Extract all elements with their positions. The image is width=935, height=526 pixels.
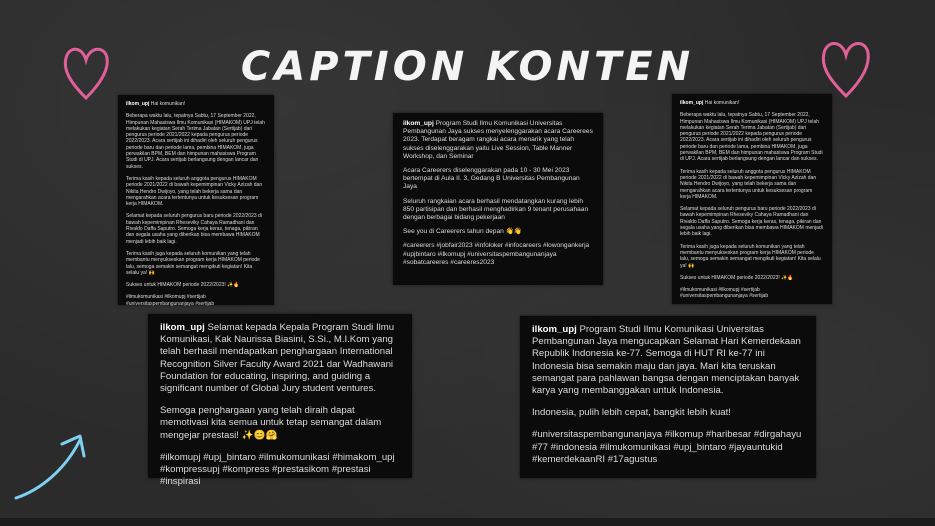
username[interactable]: ilkom_upj: [160, 322, 205, 333]
caption-text: Semoga penghargaan yang telah diraih dapat memotivasi kita semua untuk tetap semangat dalam mengejar prestasi! ✨😊🤗: [160, 405, 382, 441]
arrow-icon: [10, 420, 100, 510]
caption-text: Sukses untuk HIMAKOM periode 2022/2023! ✨🔥: [126, 282, 240, 289]
caption-text: Selamat kepada Kepala Program Studi Ilmu Komunikasi, Kak Naurissa Biasini, S.Si., M.I.Kom yang telah berhasil mendapatkan penghargaan International Recognition Silver Faculty Award 2021 dar Wadhawani Foundation for educating, inspiring, and guiding a significant number of Global Jury student ventures.: [160, 322, 395, 395]
caption-text: Selamat kepada seluruh pengurus baru periode 2022/2023 di bawah kepemimpinan Rheseviky Cahaya Ramadhani dan Rivaldo Daffa Saputro. Semoga kerja keras, tenaga, pikiran dan segala usaha yang diberikan bisa membawa HIMAKOM menjadi lebih baik lagi.: [126, 213, 262, 245]
username[interactable]: ilkom_upj: [680, 100, 704, 106]
caption-text: Beberapa waktu lalu, tepatnya Sabtu, 17 September 2022, Himpunan Mahasiswa Ilmu Komunikasi (HIMAKOM) UPJ telah melakukan kegiatan Serah Terima Jabatan (Sertijab) dari pengurus periode 2021/2022 kepada pengurus periode 2022/2023. Acara sertijab ini dihadiri oleh seluruh pengurus periode baru dan periode lama, pembina HIMAKOM, juga perwakilan BPM, BEM dan himpunan mahasiswa Program Studi di UPJ. Acara sertijab berlangsung dengan lancar dan sukses.: [680, 112, 823, 163]
caption-text: Terima kasih kepada seluruh anggota pengurus HIMAKOM periode 2021/2022 di bawah kepemimpinan Vicky Azizah dan Nikita Hendro Dwijoyo, yang telah bekerja sama dan mengarahkan acara tertentunya untuk kesuksesan program kerja HIMAKOM.: [126, 175, 263, 208]
caption-text: Indonesia, pulih lebih cepat, bangkit lebih kuat!: [532, 407, 731, 419]
caption-hashtags: #ilkomupj #upj_bintaro #ilmukomunikasi #himakom_upj #kompressupj #kompress #prestasikom #prestasi #inspirasi: [160, 451, 395, 488]
caption-text: Hai komunikan!: [150, 101, 186, 107]
caption-text: Seluruh rangkaian acara berhasil mendatangkan kurang lebih 850 partisipan dan berhasil menghadirkan 9 tenant perusahaan dengan berbagai bidang pekerjaan: [403, 197, 589, 222]
caption-text: Program Studi Ilmu Komunikasi Universitas Pembangunan Jaya mengucapkan Selamat Hari Kemerdekaan Republik Indonesia ke-77. Semoga di HUT RI ke-77 ini Indonesia bisa semakin maju dan jaya. Mari kita teruskan semangat para pahlawan bangsa dengan menciptakan banyak karya yang membanggakan untuk Indonesia.: [532, 324, 801, 397]
caption-card-top-right: [672, 94, 832, 304]
caption-hashtags: #universitaspembangunanjaya #ilkomup #haribesar #dirgahayu #77 #indonesia #ilmukomunikasi #upj_bintaro #jayauntukid #kemerdekaanRI #17agustus: [532, 429, 802, 465]
caption-hashtags: #ilmukomunikasi #ilkomupj #sertijab #universitaspembangunanjaya #sertijab: [680, 287, 769, 300]
username[interactable]: ilkom_upj: [126, 101, 150, 107]
caption-hashtags: #ilmukomunikasi #ilkomupj #sertijab #universitaspembangunanjaya #sertijab: [126, 294, 215, 307]
caption-text: Hai komunikan!: [704, 100, 740, 106]
caption-card-bottom-left: [148, 314, 412, 488]
heart-left-icon: [60, 40, 112, 102]
username[interactable]: ilkom_upj: [403, 120, 434, 127]
caption-card-bottom-right: [520, 316, 816, 478]
caption-card-top-left: [118, 95, 274, 305]
caption-text: See you di Careerers tahun depan 👋👋: [403, 228, 523, 236]
caption-text: Acara Careerers diselenggarakan pada 10 - 30 Mei 2023 bertempat di Aula II. 3, Gedang B Universitas Pembangunan Jaya: [403, 167, 580, 191]
caption-text: Program Studi Ilmu Komunikasi Universitas Pembangunan Jaya sukses menyelenggarakan acara Careerees 2023. Terdapat beragam rangkai acara menarik yang telah sukses diselenggarakan yaitu Live Session, Table Manner Workshop, dan Seminar: [403, 120, 593, 160]
heart-right-icon: [818, 34, 874, 100]
caption-hashtags: #careerers #jobfair2023 #infoloker #infocareers #lowongankerja #upjbintaro #ilkomupj #universitaspembangunanjaya #sobatcareeres #careeres2023: [403, 242, 590, 266]
caption-card-top-center: [393, 113, 603, 285]
username[interactable]: ilkom_upj: [532, 324, 577, 335]
bottom-bar: [0, 518, 935, 526]
caption-text: Selamat kepada seluruh pengurus baru periode 2022/2023 di bawah kepemimpinan Rheseviky Cahaya Ramadhani dan Rivaldo Daffa Saputro. Semoga kerja keras, tenaga, pikiran dan segala usaha yang diberikan bisa membawa HIMAKOM menjadi lebih baik lagi.: [680, 206, 823, 238]
caption-text: Terima kasih juga kepada seluruh komunikan yang telah membantu menyukseskan program kerja HIMAKOM periode lalu, semoga semakin semangat mengikuti kegiatan! Kita selalu ya! 🙌: [126, 250, 260, 276]
caption-text: Sukses untuk HIMAKOM periode 2022/2023! ✨🔥: [680, 274, 794, 281]
caption-text: Terima kasih juga kepada seluruh komunikan yang telah membantu menyukseskan program kerja HIMAKOM periode lalu, semoga semakin semangat mengikuti kegiatan! Kita selalu ya! 🙌: [680, 243, 821, 269]
caption-text: Beberapa waktu lalu, tepatnya Sabtu, 17 September 2022, Himpunan Mahasiswa Ilmu Komunikasi (HIMAKOM) UPJ telah melakukan kegiatan Serah Terima Jabatan (Sertijab) dari pengurus periode 2021/2022 kepada pengurus periode 2022/2023. Acara sertijab ini dihadiri oleh seluruh pengurus periode baru dan periode lama, pembina HIMAKOM, juga perwakilan BPM, BEM dan himpunan mahasiswa Program Studi di UPJ. Acara sertijab berlangsung dengan lancar dan sukses.: [126, 113, 265, 170]
caption-text: Terima kasih kepada seluruh anggota pengurus HIMAKOM periode 2021/2022 di bawah kepemimpinan Vicky Azizah dan Nikita Hendro Dwijoyo, yang telah bekerja sama dan mengarahkan acara tertentunya untuk kesuksesan program kerja HIMAKOM.: [680, 168, 817, 200]
page-title: CAPTION KONTEN: [240, 44, 695, 90]
